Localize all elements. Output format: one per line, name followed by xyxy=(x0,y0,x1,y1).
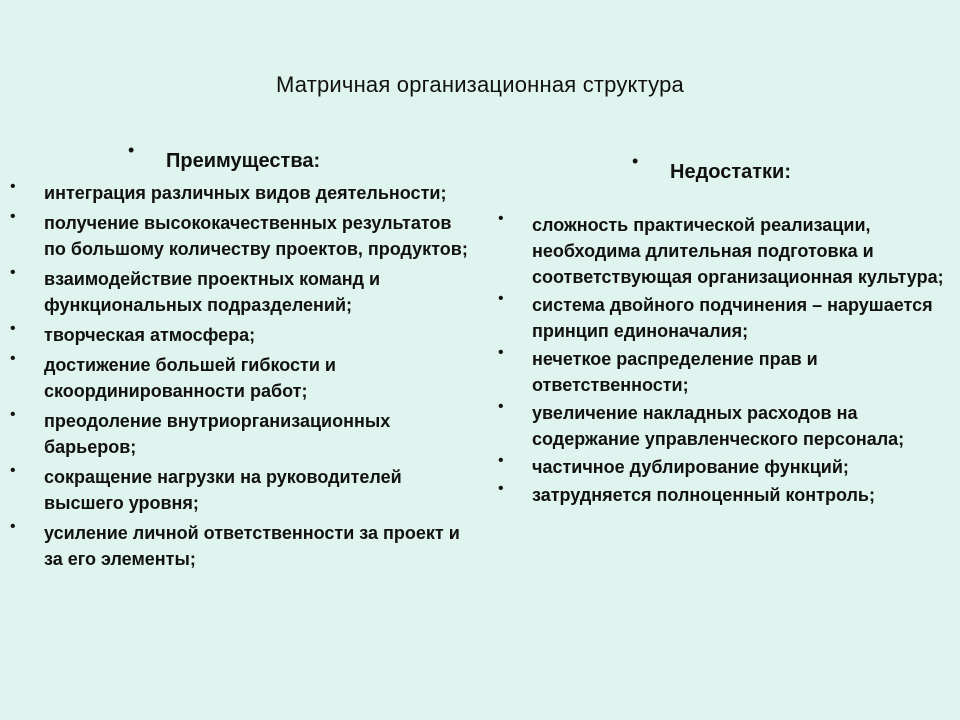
list-item xyxy=(8,408,468,460)
list-item-text: интеграция различных видов деятельности; xyxy=(44,183,447,203)
list-item xyxy=(496,482,956,508)
bullet: • xyxy=(10,178,16,195)
bullet: • xyxy=(498,480,504,497)
disadvantages-heading-label: Недостатки: xyxy=(670,161,792,183)
list-item-text: достижение большей гибкости и скоординированности работ; xyxy=(44,355,336,401)
list-item xyxy=(8,266,468,318)
bullet: • xyxy=(498,452,504,469)
list-item-text: сокращение нагрузки на руководителей высшего уровня; xyxy=(44,467,402,513)
advantages-heading xyxy=(128,140,321,173)
heading-bullet: • xyxy=(128,140,135,160)
list-item-text: усиление личной ответственности за проект и за его элементы; xyxy=(44,523,460,569)
bullet: • xyxy=(498,210,504,227)
disadvantages-heading xyxy=(632,151,792,184)
list-item xyxy=(8,180,468,206)
bullet: • xyxy=(10,320,16,337)
list-item xyxy=(8,210,468,262)
bullet: • xyxy=(498,290,504,307)
bullet: • xyxy=(498,398,504,415)
list-item-text: увеличение накладных расходов на содержание управленческого персонала; xyxy=(532,403,905,449)
list-item-text: взаимодействие проектных команд и функциональных подразделений; xyxy=(44,269,381,315)
bullet: • xyxy=(10,406,16,423)
list-item xyxy=(8,352,468,404)
bullet: • xyxy=(10,350,16,367)
bullet: • xyxy=(10,518,16,535)
list-item-text: творческая атмосфера; xyxy=(44,325,256,345)
bullet: • xyxy=(498,344,504,361)
list-item-text: затрудняется полноценный контроль; xyxy=(532,485,875,505)
list-item-text: нечеткое распределение прав и ответственности; xyxy=(532,349,818,395)
heading-bullet: • xyxy=(632,151,639,171)
list-item xyxy=(8,322,468,348)
list-item-text: сложность практической реализации, необходима длительная подготовка и соответствующая организационная культура; xyxy=(532,215,944,287)
list-item xyxy=(496,292,956,344)
advantages-list xyxy=(8,180,468,576)
list-item xyxy=(8,464,468,516)
bullet: • xyxy=(10,264,16,281)
bullet: • xyxy=(10,462,16,479)
list-item-text: частичное дублирование функций; xyxy=(532,457,849,477)
list-item-text: система двойного подчинения – нарушается принцип единоначалия; xyxy=(532,295,933,341)
bullet: • xyxy=(10,208,16,225)
list-item xyxy=(496,346,956,398)
list-item-text: получение высококачественных результатов по большому количеству проектов, продуктов; xyxy=(44,213,468,259)
slide-title: Матричная организационная структура xyxy=(276,72,684,97)
list-item-text: преодоление внутриорганизационных барьеров; xyxy=(44,411,391,457)
disadvantages-list xyxy=(496,212,956,510)
advantages-heading-label: Преимущества: xyxy=(166,150,321,172)
list-item xyxy=(496,212,956,290)
list-item xyxy=(496,400,956,452)
list-item xyxy=(8,520,468,572)
list-item xyxy=(496,454,956,480)
